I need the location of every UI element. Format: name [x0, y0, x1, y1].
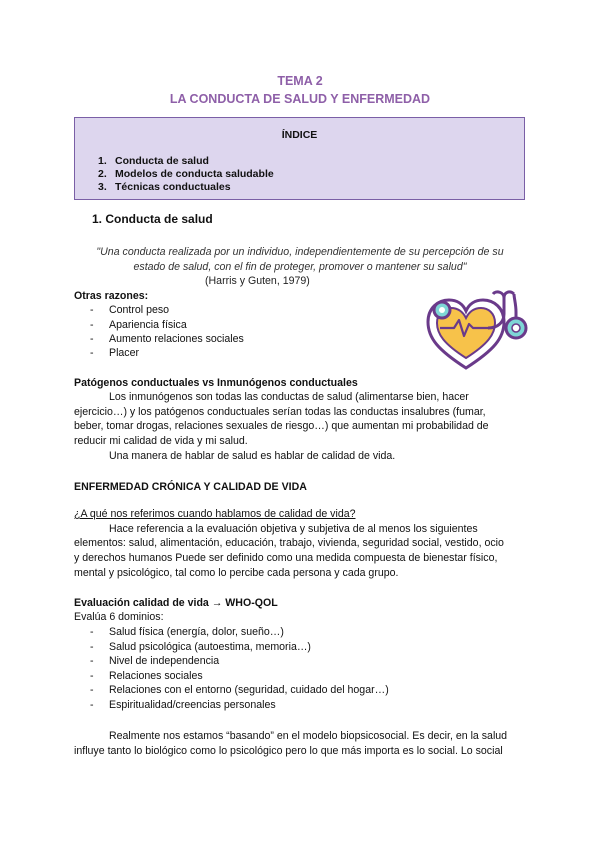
- list-item: Salud psicológica (autoestima, memoria…): [109, 641, 311, 653]
- bullet-dash: -: [90, 626, 94, 638]
- quote-line: "Una conducta realizada por un individuo, independientemente de su percepción de su: [96, 246, 504, 258]
- index-item: 1. Conducta de salud: [98, 155, 209, 167]
- paragraph-line: Una manera de hablar de salud es hablar de calidad de vida.: [109, 450, 396, 462]
- quote-citation: (Harris y Guten, 1979): [205, 275, 310, 287]
- paragraph-line: Realmente nos estamos “basando” en el modelo biopsicosocial. Es decir, en la salud: [109, 730, 508, 742]
- patogenos-heading: Patógenos conductuales vs Inmunógenos conductuales: [74, 377, 358, 389]
- paragraph-line: reducir mi calidad de vida y mi salud.: [74, 435, 248, 447]
- quote-line: estado de salud, con el fin de proteger, promover o mantener su salud": [133, 261, 467, 273]
- bullet-dash: -: [90, 347, 94, 359]
- bullet-dash: -: [90, 319, 94, 331]
- page-title: LA CONDUCTA DE SALUD Y ENFERMEDAD: [169, 92, 431, 106]
- paragraph-line: Los inmunógenos son todas las conductas de salud (alimentarse bien, hacer: [109, 391, 469, 403]
- paragraph-line: influye tanto lo biológico como lo psicológico pero lo que más importa es lo social. Lo social: [74, 745, 503, 757]
- index-item: 3. Técnicas conductuales: [98, 181, 231, 193]
- list-item: Aumento relaciones sociales: [109, 333, 244, 345]
- list-item: Control peso: [109, 304, 170, 316]
- tema-label: TEMA 2: [277, 74, 323, 88]
- bullet-dash: -: [90, 333, 94, 345]
- paragraph-line: y derechos humanos Puede ser definido como una medida compuesta de bienestar físico,: [74, 552, 498, 564]
- whoqol-intro: Evalúa 6 dominios:: [74, 611, 164, 623]
- paragraph-line: beber, tomar drogas, relaciones sexuales de riesgo…) que aumentan mi probabilidad de: [74, 420, 489, 432]
- list-item: Salud física (energía, dolor, sueño…): [109, 626, 284, 638]
- index-heading: ÍNDICE: [281, 129, 318, 141]
- cronica-question: ¿A qué nos referimos cuando hablamos de calidad de vida?: [74, 508, 356, 520]
- bullet-dash: -: [90, 684, 94, 696]
- whoqol-heading: Evaluación calidad de vida → WHO-QOL: [74, 597, 278, 609]
- paragraph-line: Hace referencia a la evaluación objetiva y subjetiva de al menos los siguientes: [109, 523, 478, 535]
- section-heading: 1. Conducta de salud: [92, 212, 213, 226]
- paragraph-line: mental y psicológico, tal como lo percibe cada persona y cada grupo.: [74, 567, 399, 579]
- bullet-dash: -: [90, 699, 94, 711]
- heart-stethoscope-icon: [418, 284, 530, 376]
- bullet-dash: -: [90, 304, 94, 316]
- bullet-dash: -: [90, 670, 94, 682]
- otras-razones-heading: Otras razones:: [74, 290, 149, 302]
- list-item: Nivel de independencia: [109, 655, 220, 667]
- index-item: 2. Modelos de conducta saludable: [98, 168, 274, 180]
- index-box: [74, 117, 525, 200]
- list-item: Relaciones sociales: [109, 670, 203, 682]
- list-item: Espiritualidad/creencias personales: [109, 699, 276, 711]
- list-item: Placer: [109, 347, 140, 359]
- bullet-dash: -: [90, 641, 94, 653]
- bullet-dash: -: [90, 655, 94, 667]
- list-item: Apariencia física: [109, 319, 187, 331]
- paragraph-line: ejercicio…) y los patógenos conductuales serían todas las conductas insalubres (fumar,: [74, 406, 486, 418]
- cronica-heading: ENFERMEDAD CRÓNICA Y CALIDAD DE VIDA: [74, 481, 307, 493]
- paragraph-line: elementos: salud, alimentación, educación, trabajo, vivienda, seguridad social, vestido, ocio: [74, 537, 504, 549]
- list-item: Relaciones con el entorno (seguridad, cuidado del hogar…): [109, 684, 389, 696]
